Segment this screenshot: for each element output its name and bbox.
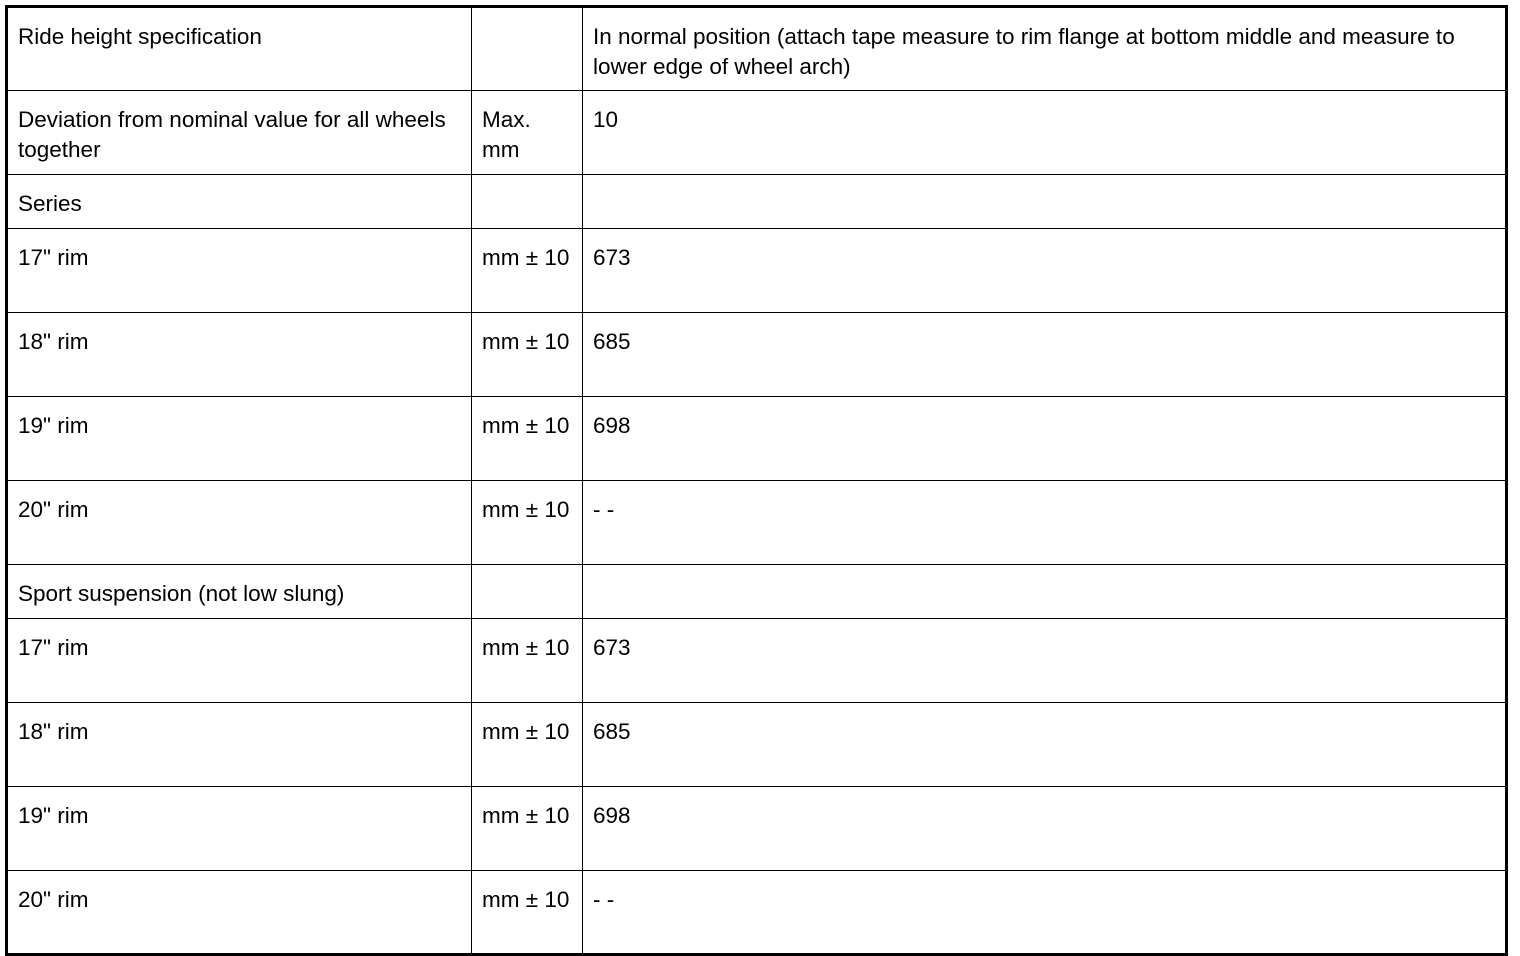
row-label: 17" rim [7, 229, 472, 313]
row-unit: mm ± 10 [472, 703, 583, 787]
row-label: 20" rim [7, 481, 472, 565]
row-value [583, 175, 1507, 229]
row-unit: mm ± 10 [472, 619, 583, 703]
row-value: In normal position (attach tape measure to rim flange at bottom middle and measure to lower edge of wheel arch) [583, 7, 1507, 91]
section-heading: Series [7, 175, 472, 229]
row-label: 17" rim [7, 619, 472, 703]
row-label: Deviation from nominal value for all wheels together [7, 91, 472, 175]
table-row [7, 397, 1507, 481]
row-label: 19" rim [7, 787, 472, 871]
row-unit: mm ± 10 [472, 787, 583, 871]
row-label: 18" rim [7, 313, 472, 397]
row-label: Ride height specification [7, 7, 472, 91]
table-row [7, 481, 1507, 565]
row-unit: mm ± 10 [472, 397, 583, 481]
row-value: 673 [583, 229, 1507, 313]
row-label: 20" rim [7, 871, 472, 955]
row-value: - - [583, 871, 1507, 955]
table-row-section-series [7, 175, 1507, 229]
row-value: 685 [583, 313, 1507, 397]
table-row-deviation [7, 91, 1507, 175]
row-unit: mm ± 10 [472, 313, 583, 397]
row-unit: mm ± 10 [472, 481, 583, 565]
table-row [7, 871, 1507, 955]
row-value: 698 [583, 787, 1507, 871]
table-row [7, 229, 1507, 313]
section-heading: Sport suspension (not low slung) [7, 565, 472, 619]
row-label: 19" rim [7, 397, 472, 481]
row-value: 685 [583, 703, 1507, 787]
row-value: 10 [583, 91, 1507, 175]
table-row [7, 703, 1507, 787]
ride-height-spec-table [5, 5, 1508, 956]
table-row-header [7, 7, 1507, 91]
table-row [7, 313, 1507, 397]
row-value [583, 565, 1507, 619]
row-unit [472, 7, 583, 91]
row-value: 673 [583, 619, 1507, 703]
row-unit [472, 565, 583, 619]
row-value: - - [583, 481, 1507, 565]
table-row-section-sport [7, 565, 1507, 619]
row-unit: mm ± 10 [472, 871, 583, 955]
table-row [7, 787, 1507, 871]
table-row [7, 619, 1507, 703]
row-unit: Max. mm [472, 91, 583, 175]
row-value: 698 [583, 397, 1507, 481]
row-unit: mm ± 10 [472, 229, 583, 313]
row-label: 18" rim [7, 703, 472, 787]
row-unit [472, 175, 583, 229]
